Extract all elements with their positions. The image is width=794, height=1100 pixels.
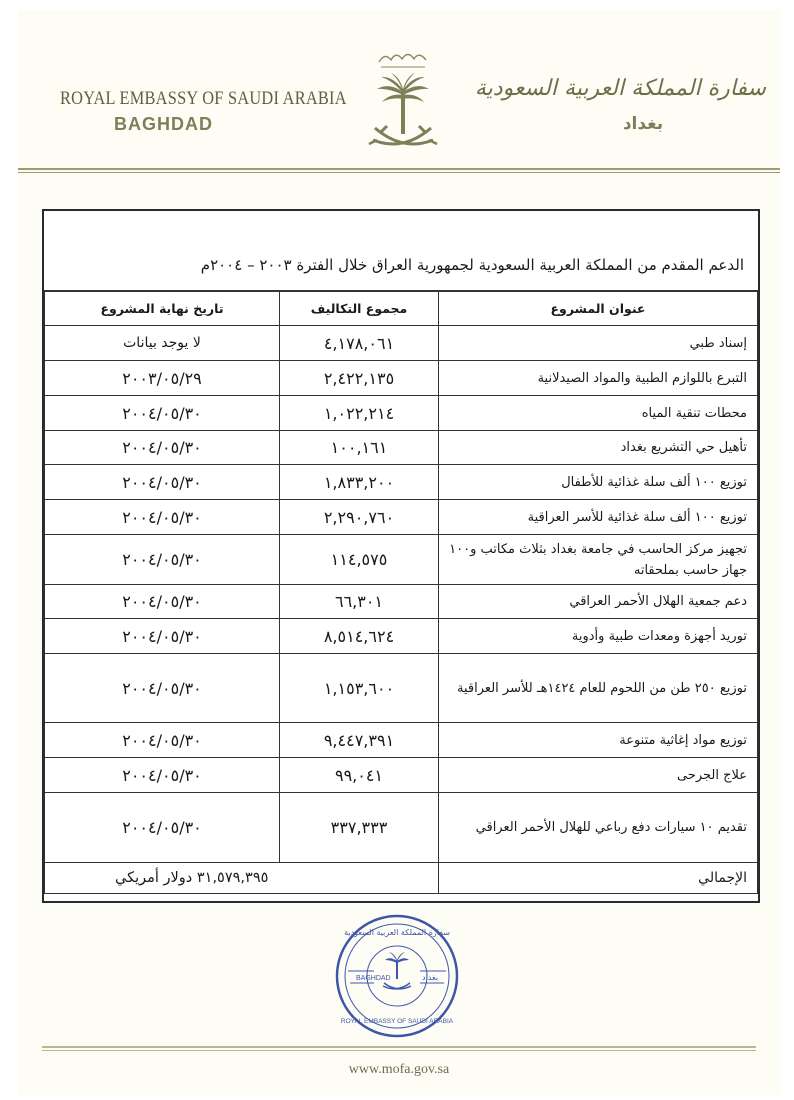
table-row [45,396,758,431]
svg-text:سفارة المملكة العربية السعودية: سفارة المملكة العربية السعودية [344,928,450,937]
cost-cell: ٩٩,٠٤١ [280,758,439,793]
aid-table [42,209,760,903]
aid-projects-table [44,291,758,894]
date-cell: ٢٠٠٤/٠٥/٣٠ [45,535,280,585]
table-title-row [44,211,758,291]
project-cell: توزيع مواد إغاثية متنوعة [439,723,758,758]
saudi-emblem-icon [363,40,443,166]
project-cell: تقديم ١٠ سيارات دفع رباعي للهلال الأحمر العراقي [439,793,758,863]
date-cell: ٢٠٠٤/٠٥/٣٠ [45,758,280,793]
cost-cell: ٢,٤٢٢,١٣٥ [280,361,439,396]
project-cell: دعم جمعية الهلال الأحمر العراقي [439,585,758,619]
project-cell: التبرع باللوازم الطبية والمواد الصيدلانية [439,361,758,396]
footer-website-url: www.mofa.gov.sa [348,1062,450,1077]
date-cell: ٢٠٠٤/٠٥/٣٠ [45,396,280,431]
svg-text:BAGHDAD: BAGHDAD [356,975,391,982]
date-cell: ٢٠٠٤/٠٥/٣٠ [45,585,280,619]
svg-text:ROYAL EMBASSY OF SAUDI ARABIA: ROYAL EMBASSY OF SAUDI ARABIA [340,1018,454,1025]
project-cell: علاج الجرحى [439,758,758,793]
column-header-cost: مجموع التكاليف [280,292,439,326]
cost-cell: ١,١٥٣,٦٠٠ [280,654,439,723]
table-total-row [45,863,758,894]
letterhead-page [18,10,780,1095]
table-row [45,654,758,723]
date-cell: ٢٠٠٤/٠٥/٣٠ [45,723,280,758]
project-cell: توزيع ١٠٠ ألف سلة غذائية للأسر العراقية [439,500,758,535]
project-cell: توزيع ٢٥٠ طن من اللحوم للعام ١٤٢٤هـ للأسر العراقية [439,654,758,723]
table-header-row [45,292,758,326]
cost-cell: ٨,٥١٤,٦٢٤ [280,619,439,654]
project-cell: محطات تنقية المياه [439,396,758,431]
cost-cell: ١,٨٣٣,٢٠٠ [280,465,439,500]
cost-cell: ٩,٤٤٧,٣٩١ [280,723,439,758]
embassy-english-city: BAGHDAD [114,114,213,134]
table-row [45,431,758,465]
cost-cell: ٤,١٧٨,٠٦١ [280,326,439,361]
table-title: الدعم المقدم من المملكة العربية السعودية لجمهورية العراق خلال الفترة ٢٠٠٣ – ٢٠٠٤م [200,256,744,274]
table-row [45,585,758,619]
project-cell: تأهيل حي التشريع بغداد [439,431,758,465]
embassy-arabic-name: سفارة المملكة العربية السعودية [474,76,766,101]
column-header-end-date: تاريخ نهاية المشروع [45,292,280,326]
table-row [45,326,758,361]
embassy-english-name: ROYAL EMBASSY OF SAUDI ARABIA [60,88,347,109]
total-value-cell: ٣١,٥٧٩,٣٩٥ دولار أمريكي [45,863,439,894]
embassy-seal-stamp [334,913,460,1039]
footer-divider [42,1046,756,1051]
date-cell: ٢٠٠٤/٠٥/٣٠ [45,654,280,723]
total-label-cell: الإجمالي [439,863,758,894]
table-row [45,723,758,758]
svg-text:بغداد: بغداد [422,973,439,982]
date-cell: ٢٠٠٤/٠٥/٣٠ [45,619,280,654]
letterhead-header [18,10,780,180]
table-row [45,465,758,500]
project-cell: توزيع ١٠٠ ألف سلة غذائية للأطفال [439,465,758,500]
project-cell: توريد أجهزة ومعدات طبية وأدوية [439,619,758,654]
project-cell: تجهيز مركز الحاسب في جامعة بغداد بثلاث مكاتب و١٠٠ جهاز حاسب بملحقاته [439,535,758,585]
table-row [45,758,758,793]
date-cell: ٢٠٠٤/٠٥/٣٠ [45,431,280,465]
date-cell: ٢٠٠٤/٠٥/٣٠ [45,500,280,535]
date-cell: ٢٠٠٤/٠٥/٣٠ [45,793,280,863]
cost-cell: ٦٦,٣٠١ [280,585,439,619]
column-header-project: عنوان المشروع [439,292,758,326]
header-divider [18,168,780,173]
date-cell: ٢٠٠٣/٠٥/٢٩ [45,361,280,396]
table-row [45,535,758,585]
embassy-arabic-city: بغداد [622,114,664,134]
date-cell: ٢٠٠٤/٠٥/٣٠ [45,465,280,500]
cost-cell: ٢,٢٩٠,٧٦٠ [280,500,439,535]
cost-cell: ٣٣٧,٣٣٣ [280,793,439,863]
project-cell: إسناد طبي [439,326,758,361]
cost-cell: ١,٠٢٢,٢١٤ [280,396,439,431]
table-row [45,361,758,396]
date-cell: لا يوجد بيانات [45,326,280,361]
cost-cell: ١١٤,٥٧٥ [280,535,439,585]
table-row [45,793,758,863]
cost-cell: ١٠٠,١٦١ [280,431,439,465]
table-row [45,619,758,654]
table-row [45,500,758,535]
